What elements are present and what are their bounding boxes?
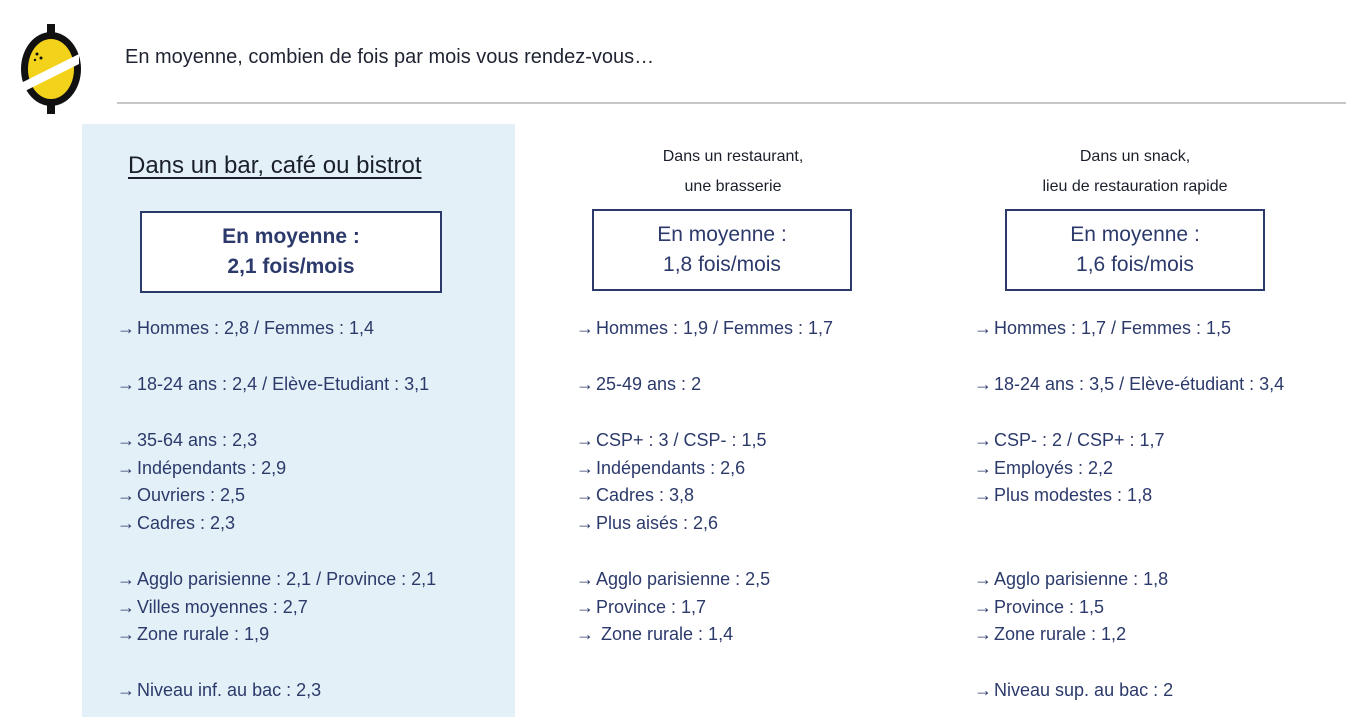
list-item: → Agglo parisienne : 1,8	[974, 569, 1169, 589]
list-item: → Plus aisés : 2,6	[576, 513, 719, 533]
list-item: → 18-24 ans : 3,5 / Elève-étudiant : 3,4	[974, 374, 1285, 394]
arrow-icon: →	[117, 680, 135, 700]
list-item: → Niveau inf. au bac : 2,3	[117, 680, 322, 700]
average-value: 1,8 fois/mois	[663, 253, 781, 276]
arrow-icon: →	[576, 430, 594, 450]
arrow-icon: →	[117, 318, 135, 338]
arrow-icon: →	[974, 485, 992, 505]
arrow-icon: →	[117, 569, 135, 589]
header-divider	[117, 102, 1346, 104]
column-title: Dans un restaurant, une brasserie	[662, 148, 804, 195]
arrow-icon: →	[576, 513, 594, 533]
arrow-icon: →	[974, 624, 992, 644]
arrow-icon: →	[576, 458, 594, 478]
list-item: → Plus modestes : 1,8	[974, 485, 1153, 505]
arrow-icon: →	[117, 458, 135, 478]
average-box	[1005, 209, 1265, 291]
arrow-icon: →	[576, 597, 594, 617]
list-item: → Hommes : 1,7 / Femmes : 1,5	[974, 318, 1232, 338]
list-item: → Indépendants : 2,6	[576, 458, 746, 478]
column-title: Dans un snack, lieu de restauration rapide	[1042, 148, 1228, 195]
arrow-icon: →	[117, 597, 135, 617]
arrow-icon: →	[576, 624, 594, 644]
arrow-icon: →	[974, 597, 992, 617]
lemon-logo-icon	[19, 24, 83, 114]
list-item: → Villes moyennes : 2,7	[117, 597, 308, 617]
list-item: → Employés : 2,2	[974, 458, 1114, 478]
list-item: → Agglo parisienne : 2,5	[576, 569, 771, 589]
arrow-icon: →	[974, 374, 992, 394]
average-value: 2,1 fois/mois	[227, 255, 355, 278]
list-item: → Hommes : 1,9 / Femmes : 1,7	[576, 318, 834, 338]
arrow-icon: →	[974, 430, 992, 450]
arrow-icon: →	[576, 485, 594, 505]
average-label: En moyenne :	[657, 223, 787, 246]
list-item: → 35-64 ans : 2,3	[117, 430, 258, 450]
list-item: → Hommes : 2,8 / Femmes : 1,4	[117, 318, 375, 338]
average-label: En moyenne :	[222, 225, 360, 248]
arrow-icon: →	[576, 569, 594, 589]
list-item: → Cadres : 3,8	[576, 485, 695, 505]
average-value: 1,6 fois/mois	[1076, 253, 1194, 276]
list-item: → Zone rurale : 1,4	[576, 624, 734, 644]
column-title: Dans un bar, café ou bistrot	[128, 152, 422, 179]
list-item: → Province : 1,5	[974, 597, 1105, 617]
arrow-icon: →	[974, 458, 992, 478]
list-item: → CSP+ : 3 / CSP- : 1,5	[576, 430, 767, 450]
arrow-icon: →	[117, 485, 135, 505]
list-item: → CSP- : 2 / CSP+ : 1,7	[974, 430, 1165, 450]
page-title: En moyenne, combien de fois par mois vous rendez-vous…	[125, 46, 655, 68]
list-item: → Province : 1,7	[576, 597, 707, 617]
list-item: → Zone rurale : 1,9	[117, 624, 270, 644]
list-item: → 25-49 ans : 2	[576, 374, 702, 394]
arrow-icon: →	[576, 374, 594, 394]
arrow-icon: →	[974, 318, 992, 338]
arrow-icon: →	[974, 569, 992, 589]
list-item: → 18-24 ans : 2,4 / Elève-Etudiant : 3,1	[117, 374, 430, 394]
arrow-icon: →	[117, 374, 135, 394]
average-label: En moyenne :	[1070, 223, 1200, 246]
arrow-icon: →	[117, 430, 135, 450]
average-box	[592, 209, 852, 291]
arrow-icon: →	[117, 513, 135, 533]
list-item: → Niveau sup. au bac : 2	[974, 680, 1174, 700]
arrow-icon: →	[117, 624, 135, 644]
list-item: → Indépendants : 2,9	[117, 458, 287, 478]
arrow-icon: →	[974, 680, 992, 700]
average-box	[140, 211, 442, 293]
list-item: → Ouvriers : 2,5	[117, 485, 246, 505]
list-item: → Cadres : 2,3	[117, 513, 236, 533]
list-item: → Zone rurale : 1,2	[974, 624, 1127, 644]
arrow-icon: →	[576, 318, 594, 338]
list-item: → Agglo parisienne : 2,1 / Province : 2,1	[117, 569, 437, 589]
